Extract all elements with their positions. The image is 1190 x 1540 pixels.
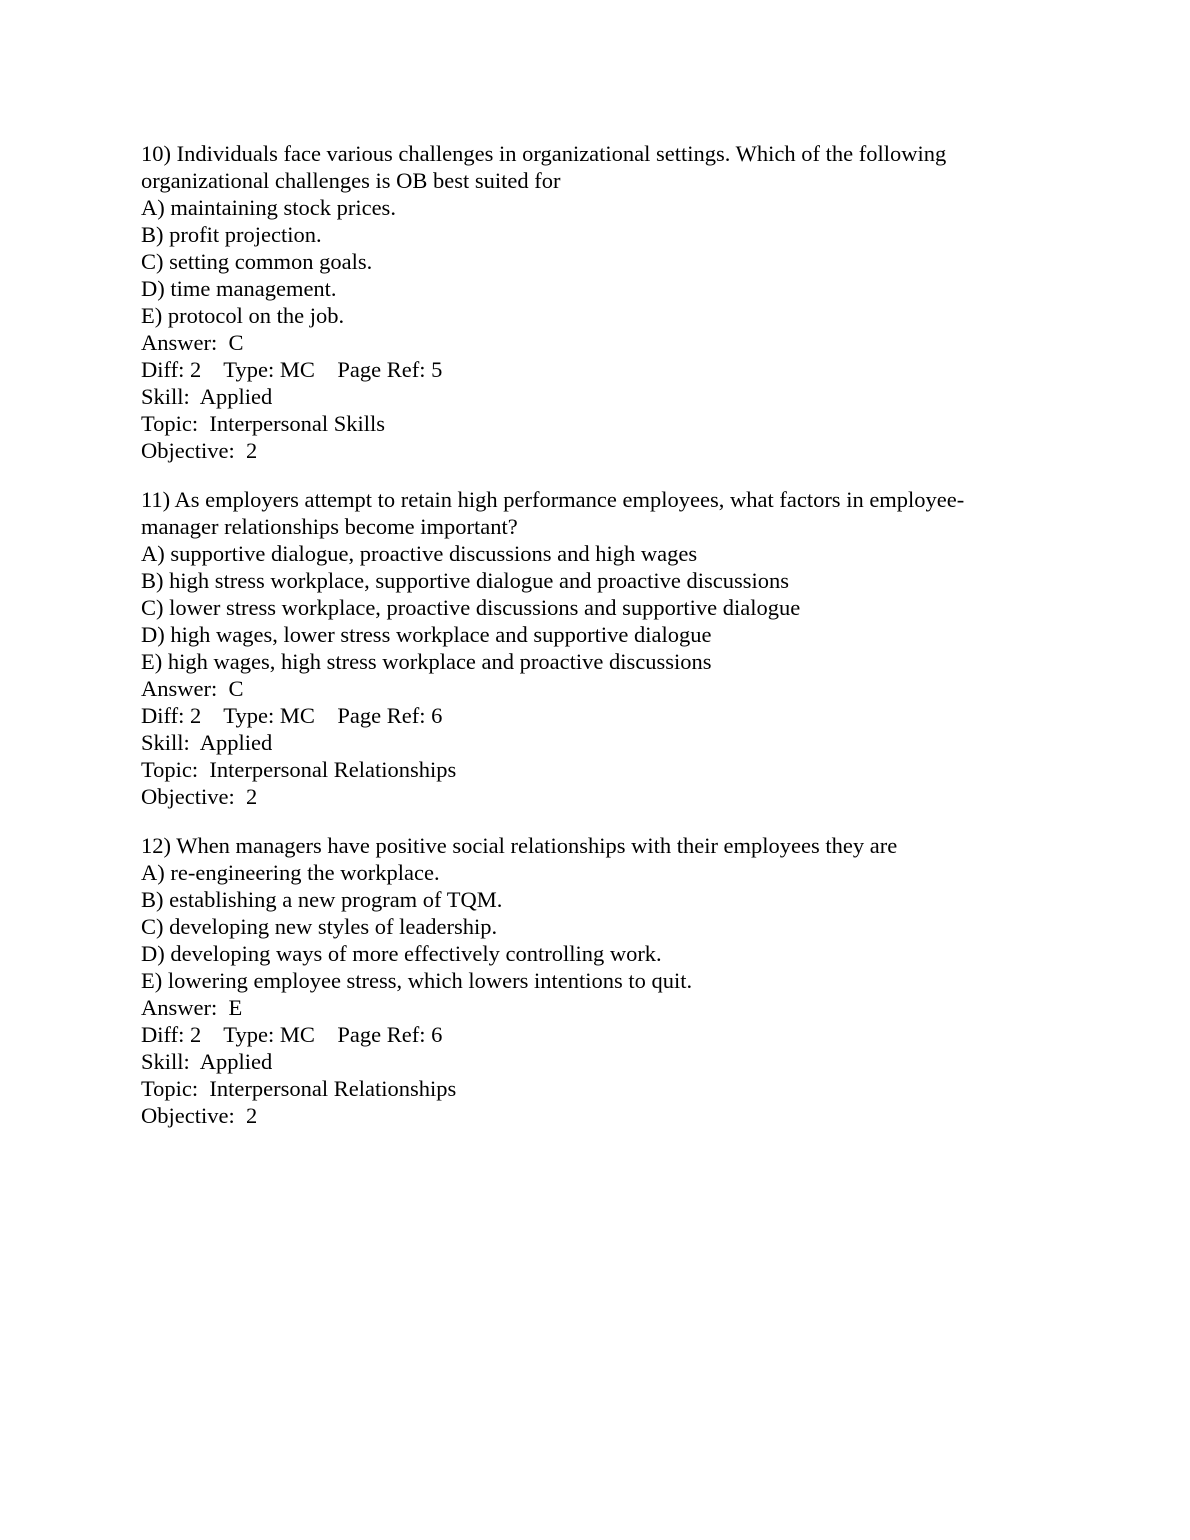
option-e: E) high wages, high stress workplace and proactive discussions — [141, 649, 712, 674]
answer: Answer: E — [141, 995, 243, 1020]
skill: Skill: Applied — [141, 1049, 273, 1074]
option-a: A) supportive dialogue, proactive discussions and high wages — [141, 541, 698, 566]
option-d: D) developing ways of more effectively controlling work. — [141, 941, 662, 966]
option-e: E) lowering employee stress, which lowers intentions to quit. — [141, 968, 693, 993]
option-a: A) re-engineering the workplace. — [141, 860, 440, 885]
option-b: B) establishing a new program of TQM. — [141, 887, 503, 912]
question-stem: 12) When managers have positive social relationships with their employees they are — [141, 833, 898, 858]
option-b: B) high stress workplace, supportive dialogue and proactive discussions — [141, 568, 789, 593]
topic: Topic: Interpersonal Relationships — [141, 1076, 457, 1101]
option-e: E) protocol on the job. — [141, 303, 345, 328]
topic: Topic: Interpersonal Relationships — [141, 757, 457, 782]
answer: Answer: C — [141, 330, 244, 355]
objective: Objective: 2 — [141, 1103, 258, 1128]
document-page — [141, 140, 1041, 1151]
skill: Skill: Applied — [141, 730, 273, 755]
topic: Topic: Interpersonal Skills — [141, 411, 386, 436]
skill: Skill: Applied — [141, 384, 273, 409]
option-b: B) profit projection. — [141, 222, 322, 247]
difficulty-type-pageref: Diff: 2 Type: MC Page Ref: 6 — [141, 1022, 443, 1047]
question-stem: 10) Individuals face various challenges in organizational settings. Which of the following — [141, 141, 947, 166]
difficulty-type-pageref: Diff: 2 Type: MC Page Ref: 5 — [141, 357, 443, 382]
question-stem-continued: manager relationships become important? — [141, 514, 518, 539]
difficulty-type-pageref: Diff: 2 Type: MC Page Ref: 6 — [141, 703, 443, 728]
objective: Objective: 2 — [141, 438, 258, 463]
question-stem-continued: organizational challenges is OB best suited for — [141, 168, 561, 193]
question-10 — [141, 140, 1041, 464]
option-c: C) developing new styles of leadership. — [141, 914, 498, 939]
option-d: D) time management. — [141, 276, 337, 301]
question-stem: 11) As employers attempt to retain high performance employees, what factors in employee- — [141, 487, 965, 512]
option-a: A) maintaining stock prices. — [141, 195, 396, 220]
option-d: D) high wages, lower stress workplace and supportive dialogue — [141, 622, 712, 647]
option-c: C) setting common goals. — [141, 249, 373, 274]
question-11 — [141, 486, 1041, 810]
objective: Objective: 2 — [141, 784, 258, 809]
question-12 — [141, 832, 1041, 1129]
option-c: C) lower stress workplace, proactive discussions and supportive dialogue — [141, 595, 801, 620]
answer: Answer: C — [141, 676, 244, 701]
